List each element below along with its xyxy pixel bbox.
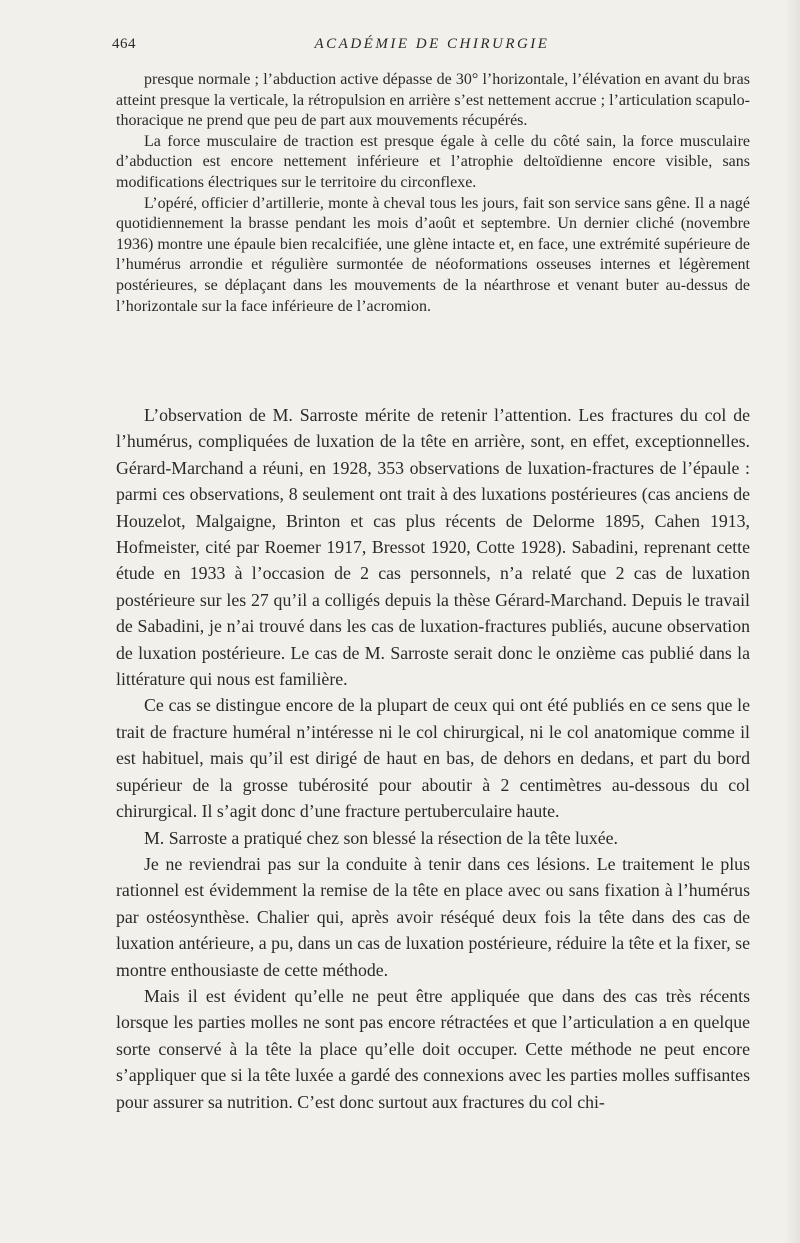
page-header	[112, 36, 752, 58]
paragraph: M. Sarroste a pratiqué chez son blessé la résection de la tête luxée.	[144, 827, 618, 848]
paragraph: L’opéré, officier d’artillerie, monte à cheval tous les jours, fait son service sans gêne. Il a nagé quotidiennement la brasse pendant les mois d’août et septembre. Un dernier cliché (novembre 1936) montre une épaule bien recalcifiée, une glène intacte et, en face, une extrémité supérieure de l’humérus arrondie et régulière surmontée de néoformations osseuses internes et légèrement postérieures, se déplaçant dans les mouvements de la néarthrose et venant buter au-dessus de l’horizontale sur la face inférieure de l’acromion.	[116, 194, 750, 315]
page-edge-shadow	[784, 0, 800, 1243]
commentary-body-text	[116, 402, 750, 1115]
paragraph: La force musculaire de traction est presque égale à celle du côté sain, la force musculaire d’abduction est encore nettement inférieure et l’atrophie deltoïdienne encore visible, sans modifications électriques sur le territoire du circonflexe.	[116, 132, 750, 191]
paragraph: Ce cas se distingue encore de la plupart de ceux qui ont été publiés en ce sens que le trait de fracture huméral n’intéresse ni le col chirurgical, ni le col anatomique comme il est habituel, mais qu’il est dirigé de haut en bas, de dehors en dedans, et part du bord supérieur de la grosse tubérosité pour aboutir à 2 centimètres au-dessous du col chirurgical. Il s’agit donc d’une fracture pertuberculaire haute.	[116, 695, 750, 822]
running-title: ACADÉMIE DE CHIRURGIE	[314, 36, 550, 52]
observation-small-print	[116, 70, 750, 317]
paragraph: presque normale ; l’abduction active dépasse de 30° l’horizontale, l’élévation en avant du bras atteint presque la verticale, la rétropulsion en arrière s’est nettement accrue ; l’articulation scapulo-thoracique ne prend que peu de part aux mouvements récupérés.	[116, 71, 750, 130]
paragraph: Mais il est évident qu’elle ne peut être appliquée que dans des cas très récents lorsque les parties molles ne sont pas encore rétractées et que l’articulation a en quelque sorte conservé à la tête la place qu’elle doit occuper. Cette méthode ne peut encore s’appliquer que si la tête luxée a gardé des connexions avec les parties molles suffisantes pour assurer sa nutrition. C’est donc surtout aux fractures du col chi-	[116, 985, 750, 1112]
page-number: 464	[112, 36, 136, 52]
paragraph: L’observation de M. Sarroste mérite de retenir l’attention. Les fractures du col de l’humérus, compliquées de luxation de la tête en arrière, sont, en effet, exceptionnelles. Gérard-Marchand a réuni, en 1928, 353 observations de luxation-fractures de l’épaule : parmi ces observations, 8 seulement ont trait à des luxations postérieures (cas anciens de Houzelot, Malgaigne, Brinton et cas plus récents de Delorme 1895, Cahen 1913, Hofmeister, cité par Roemer 1917, Bressot 1920, Cotte 1928). Sabadini, reprenant cette étude en 1933 à l’occasion de 2 cas personnels, n’a relaté que 2 cas de luxation postérieure sur les 27 qu’il a colligés depuis la thèse Gérard-Marchand. Depuis le travail de Sabadini, je n’ai trouvé dans les cas de luxation-fractures publiés, aucune observation de luxation postérieure. Le cas de M. Sarroste serait donc le onzième cas publié dans la littérature qui nous est familière.	[116, 405, 750, 690]
paragraph: Je ne reviendrai pas sur la conduite à tenir dans ces lésions. Le traitement le plus rationnel est évidemment la remise de la tête en place avec ou sans fixation à l’humérus par ostéosynthèse. Chalier qui, après avoir réséqué deux fois la tête dans des cas de luxation antérieure, a pu, dans un cas de luxation postérieure, réduire la tête et la fixer, se montre enthousiaste de cette méthode.	[116, 853, 750, 980]
